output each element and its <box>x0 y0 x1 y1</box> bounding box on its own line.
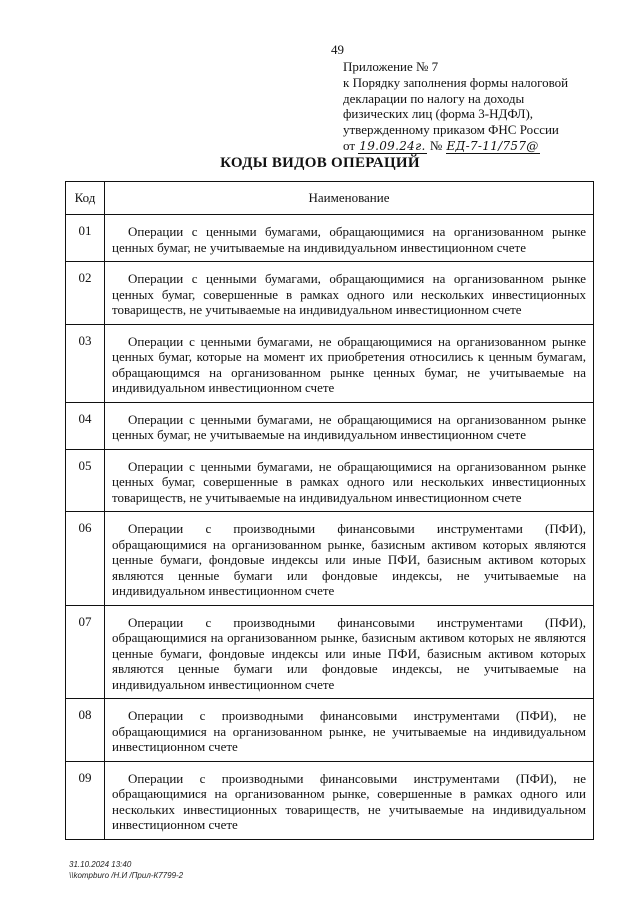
operation-code: 06 <box>66 512 105 606</box>
page-number: 49 <box>331 42 344 57</box>
table-header-row <box>66 182 594 215</box>
appendix-ref-line: декларации по налогу на доходы <box>343 90 525 106</box>
column-header-code: Код <box>66 182 105 215</box>
operation-name: Операции с ценными бумагами, не обращающимися на организованном рынке ценных бумаг, не учитываемые на индивидуальном инвестиционном счете <box>105 402 594 449</box>
date-prefix: от <box>343 137 356 153</box>
table-row <box>66 262 594 325</box>
order-number: ЕД-7-11/757@ <box>446 138 539 153</box>
operation-codes-table <box>65 181 594 840</box>
print-timestamp: 31.10.2024 13:40 <box>69 860 132 869</box>
operation-code: 08 <box>66 699 105 762</box>
file-path: \\kompburo /Н.И /Прил-К7799-2 <box>69 871 184 880</box>
operation-code: 03 <box>66 324 105 402</box>
operation-name: Операции с ценными бумагами, обращающимися на организованном рынке ценных бумаг, не учитываемые на индивидуальном инвестиционном счете <box>105 215 594 262</box>
table-row <box>66 512 594 606</box>
table-row <box>66 402 594 449</box>
order-date-number-line <box>343 138 583 155</box>
appendix-header <box>343 59 583 155</box>
column-header-name: Наименование <box>105 182 594 215</box>
print-footer <box>69 859 183 881</box>
operation-name: Операции с производными финансовыми инструментами (ПФИ), не обращающимися на организованном рынке, не учитываемые на индивидуальном инвестиционном счете <box>105 699 594 762</box>
table-row <box>66 605 594 699</box>
operation-code: 07 <box>66 605 105 699</box>
operation-name: Операции с ценными бумагами, не обращающимися на организованном рынке ценных бумаг, которые на момент их приобретения относились к ценным бумагам, обращающимся на организованном рынке ценных бумаг, не учитываемые на индивидуальном инвестиционном счете <box>105 324 594 402</box>
number-prefix: № <box>429 137 443 153</box>
operation-code: 05 <box>66 449 105 512</box>
order-date: 19.09.24г. <box>359 138 426 153</box>
appendix-ref-line: физических лиц (форма 3-НДФЛ), <box>343 106 534 122</box>
table-row <box>66 699 594 762</box>
operation-name: Операции с производными финансовыми инструментами (ПФИ), обращающимися на организованном рынке, базисным активом которых являются ценные бумаги, фондовые индексы или иные ПФИ, базисным активом которых являются ценные бумаги или фондовые индексы, не учитываемые на индивидуальном инвестиционном счете <box>105 512 594 606</box>
table-row <box>66 215 594 262</box>
appendix-number: Приложение № 7 <box>343 59 439 74</box>
table-row <box>66 449 594 512</box>
operation-code: 01 <box>66 215 105 262</box>
appendix-ref-line: к Порядку заполнения формы налоговой <box>343 74 569 90</box>
operation-code: 04 <box>66 402 105 449</box>
appendix-ref-line: утвержденному приказом ФНС России <box>343 122 559 138</box>
operation-name: Операции с ценными бумагами, обращающимися на организованном рынке ценных бумаг, совершенные в рамках одного или нескольких инвестиционных товариществ, не учитываемые на индивидуальном инвестиционном счете <box>105 262 594 325</box>
operation-name: Операции с производными финансовыми инструментами (ПФИ), обращающимися на организованном рынке, базисным активом которых не являются ценные бумаги, фондовые индексы или иные ПФИ, базисным активом которых являются ценные бумаги или фондовые индексы, не учитываемые на индивидуальном инвестиционном счете <box>105 605 594 699</box>
operation-code: 09 <box>66 761 105 839</box>
operation-name: Операции с производными финансовыми инструментами (ПФИ), не обращающимися на организованном рынке, совершенные в рамках одного или нескольких инвестиционных товариществ, не учитываемые на индивидуальном инвестиционном счете <box>105 761 594 839</box>
table-row <box>66 761 594 839</box>
table-row <box>66 324 594 402</box>
operation-code: 02 <box>66 262 105 325</box>
document-title: КОДЫ ВИДОВ ОПЕРАЦИЙ <box>220 155 420 171</box>
operation-name: Операции с ценными бумагами, не обращающимися на организованном рынке ценных бумаг, совершенные в рамках одного или нескольких инвестиционных товариществ, не учитываемые на индивидуальном инвестиционном счете <box>105 449 594 512</box>
